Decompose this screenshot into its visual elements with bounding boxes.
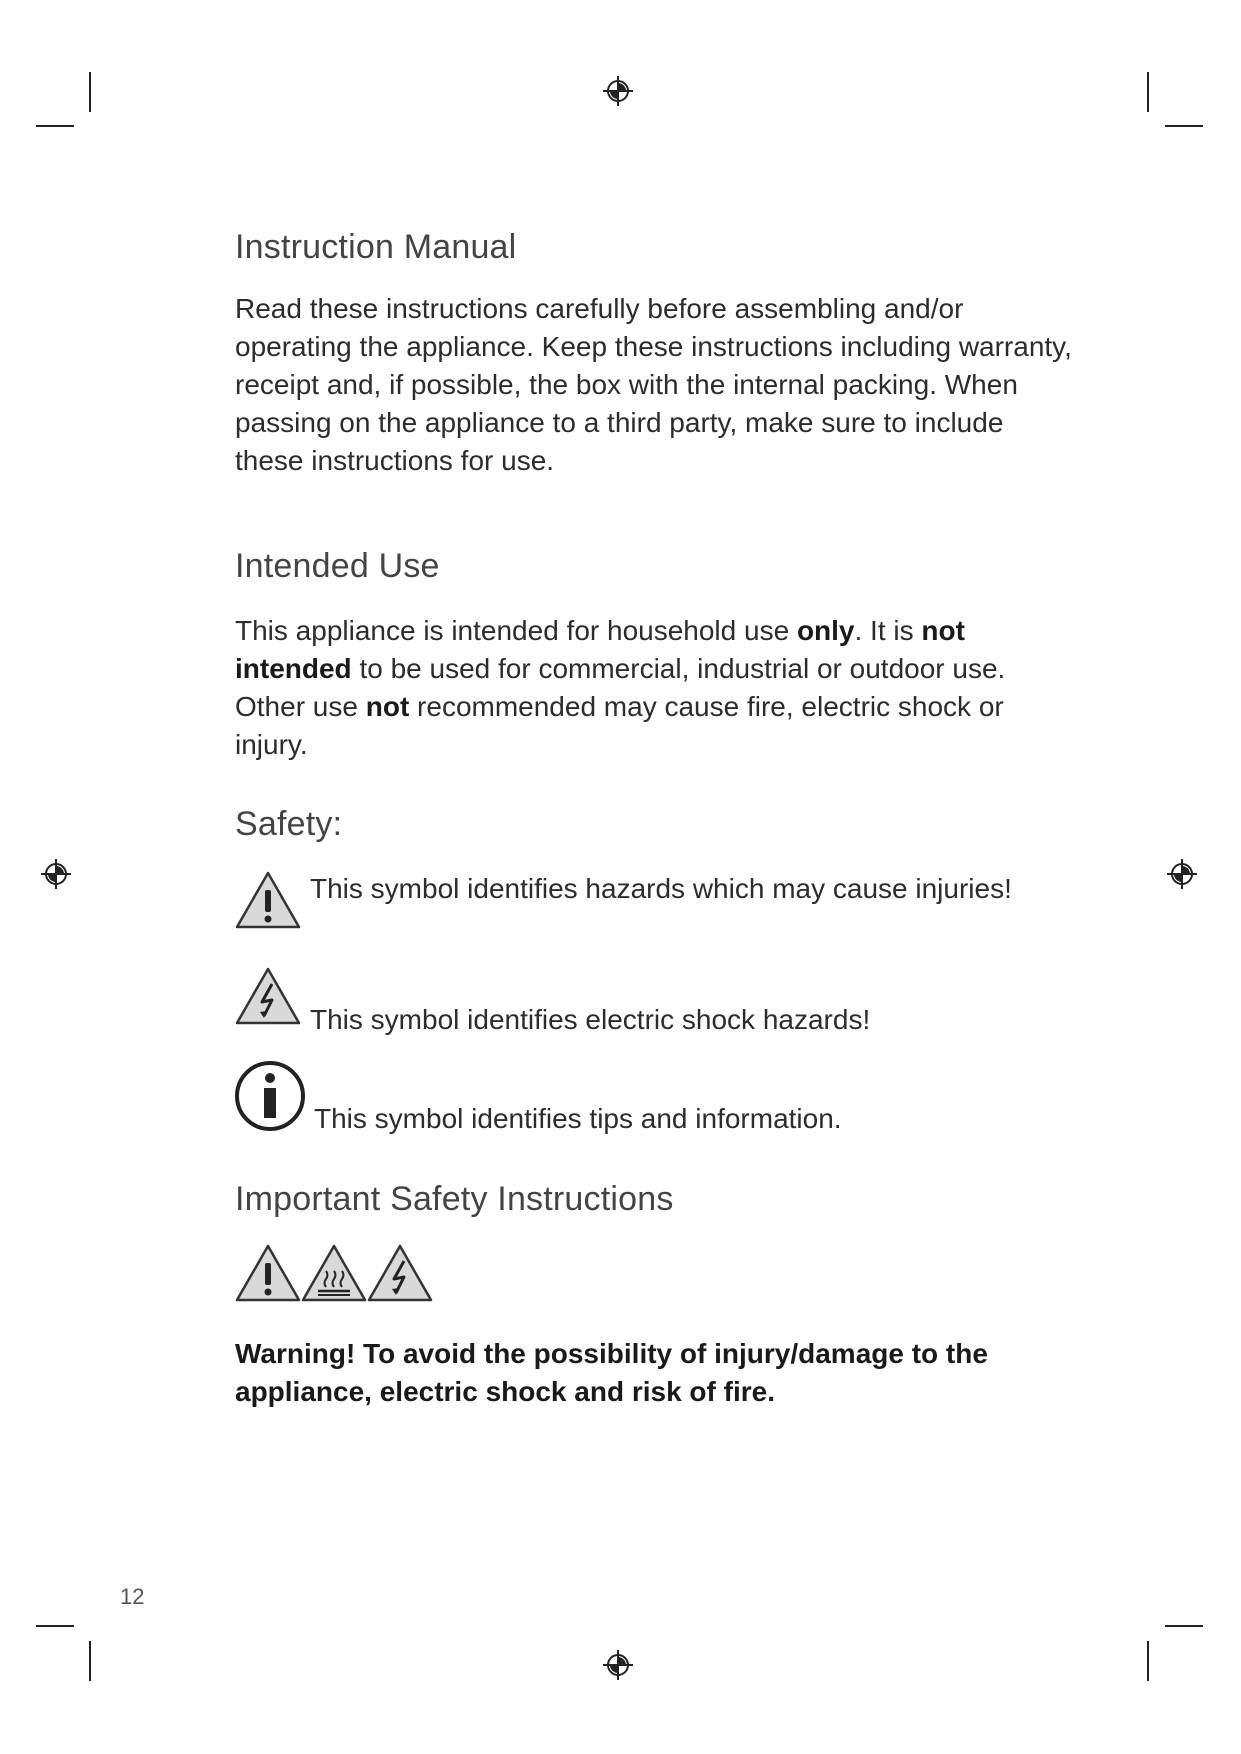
- warning-text: Warning! To avoid the possibility of injury/damage to the appliance, electric shock and risk of fire.: [235, 1338, 988, 1407]
- instruction-manual-paragraph: Read these instructions carefully before assembling and/or operating the appliance. Keep these instructions including warranty, receipt and, if possible, the box with the internal packing. When passing on the appliance to a third party, make sure to include these instructions for use.: [235, 293, 1072, 476]
- intended-text-2: . It is: [854, 615, 922, 646]
- intended-bold-only: only: [796, 615, 855, 646]
- intended-text-4: recommended may cause fire, electric shock or injury.: [235, 691, 1004, 760]
- crop-mark-top-right-h: [1165, 125, 1203, 127]
- registration-mark-icon: [602, 75, 634, 107]
- crop-mark-bottom-right-h: [1165, 1625, 1203, 1627]
- registration-mark-icon: [602, 1649, 634, 1681]
- section-title-important-safety: Important Safety Instructions: [235, 1180, 674, 1218]
- crop-mark-bottom-left-v: [89, 1641, 91, 1681]
- hazard-symbol-text: This symbol identifies hazards which may cause injuries!: [310, 873, 1012, 904]
- crop-mark-bottom-right-v: [1147, 1641, 1149, 1681]
- crop-mark-top-left-v: [89, 72, 91, 112]
- registration-mark-icon: [1166, 858, 1198, 890]
- intended-text-1: This appliance is intended for household use: [235, 615, 797, 646]
- info-symbol-text: This symbol identifies tips and information.: [314, 1103, 842, 1134]
- info-circle-icon: [234, 1060, 306, 1132]
- registration-mark-icon: [40, 858, 72, 890]
- crop-mark-bottom-left-h: [36, 1625, 74, 1627]
- warning-triangle-icon: [234, 870, 302, 930]
- section-title-safety: Safety:: [235, 805, 343, 843]
- crop-mark-top-left-h: [36, 125, 74, 127]
- intended-bold-not-intended: not intended: [235, 615, 965, 684]
- electric-shock-triangle-icon: [366, 1243, 434, 1303]
- hot-surface-triangle-icon: [300, 1243, 368, 1303]
- electric-symbol-text: This symbol identifies electric shock hazards!: [310, 1004, 871, 1035]
- crop-mark-top-right-v: [1147, 72, 1149, 112]
- section-title-instruction-manual: Instruction Manual: [235, 228, 517, 266]
- intended-bold-not: not: [365, 691, 410, 722]
- intended-use-paragraph: [235, 612, 1075, 764]
- warning-triangle-icon: [234, 1243, 302, 1303]
- section-title-intended-use: Intended Use: [235, 547, 440, 585]
- electric-shock-triangle-icon: [234, 966, 302, 1026]
- intended-text-3: to be used for commercial, industrial or outdoor use. Other use: [235, 653, 1006, 722]
- page-number: 12: [120, 1584, 145, 1609]
